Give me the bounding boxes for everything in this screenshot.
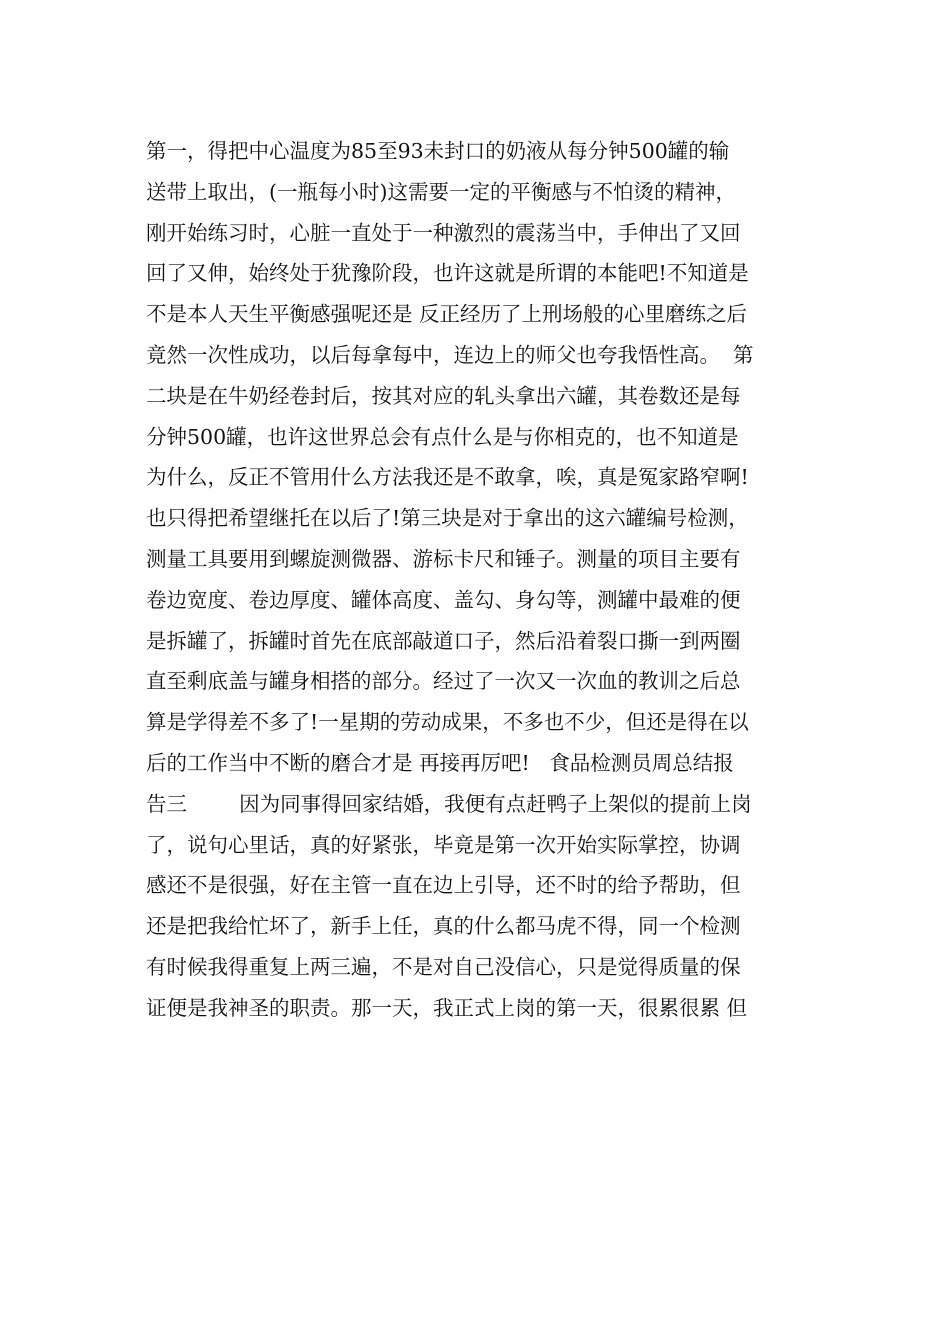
text-line: 后的工作当中不断的磨合才是 再接再厉吧! 食品检测员周总结报 (146, 750, 734, 775)
text-line: 竟然一次性成功，以后每拿每中，连边上的师父也夸我悟性高。 第 (146, 342, 754, 367)
text-line: 也只得把希望继托在以后了!第三块是对于拿出的这六罐编号检测， (146, 506, 749, 531)
text-line: 算是学得差不多了!一星期的劳动成果，不多也不少，但还是得在以 (146, 710, 749, 735)
text-line: 有时候我得重复上两三遍，不是对自己没信心，只是觉得质量的保 (146, 954, 741, 979)
text-line: 二块是在牛奶经卷封后，按其对应的轧头拿出六罐，其卷数还是每 (146, 383, 741, 408)
text-line: 感还不是很强，好在主管一直在边上引导，还不时的给予帮助，但 (146, 873, 741, 898)
text-line: 为什么，反正不管用什么方法我还是不敢拿，唉，真是冤家路窄啊! (146, 465, 749, 490)
text-line: 不是本人天生平衡感强呢还是 反正经历了上刑场般的心里磨练之后 (146, 302, 748, 327)
text-line: 第一，得把中心温度为85至93未封口的奶液从每分钟500罐的输 (146, 139, 730, 163)
text-line: 送带上取出，(一瓶每小时)这需要一定的平衡感与不怕烫的精神， (146, 179, 736, 204)
text-line: 回了又伸，始终处于犹豫阶段，也许这就是所谓的本能吧!不知道是 (146, 261, 749, 286)
text-line: 测量工具要用到螺旋测微器、游标卡尺和锤子。测量的项目主要有 (146, 546, 741, 571)
text-line: 是拆罐了，拆罐时首先在底部敲道口子，然后沿着裂口撕一到两圈 (146, 628, 741, 653)
text-line: 卷边宽度、卷边厚度、罐体高度、盖勾、身勾等，测罐中最难的便 (146, 587, 741, 612)
text-line: 分钟500罐，也许这世界总会有点什么是与你相克的，也不知道是 (146, 424, 739, 449)
text-line: 刚开始练习时，心脏一直处于一种激烈的震荡当中，手伸出了又回 (146, 220, 741, 245)
body-text (146, 131, 811, 1029)
text-line: 了，说句心里话，真的好紧张，毕竟是第一次开始实际掌控，协调 (146, 832, 741, 857)
text-line: 告三 因为同事得回家结婚，我便有点赶鸭子上架似的提前上岗 (146, 791, 752, 816)
text-line: 直至剩底盖与罐身相搭的部分。经过了一次又一次血的教训之后总 (146, 669, 741, 694)
text-line: 还是把我给忙坏了，新手上任，真的什么都马虎不得，同一个检测 (146, 914, 741, 939)
text-line: 证便是我神圣的职责。那一天，我正式上岗的第一天，很累很累 但 (146, 995, 748, 1020)
